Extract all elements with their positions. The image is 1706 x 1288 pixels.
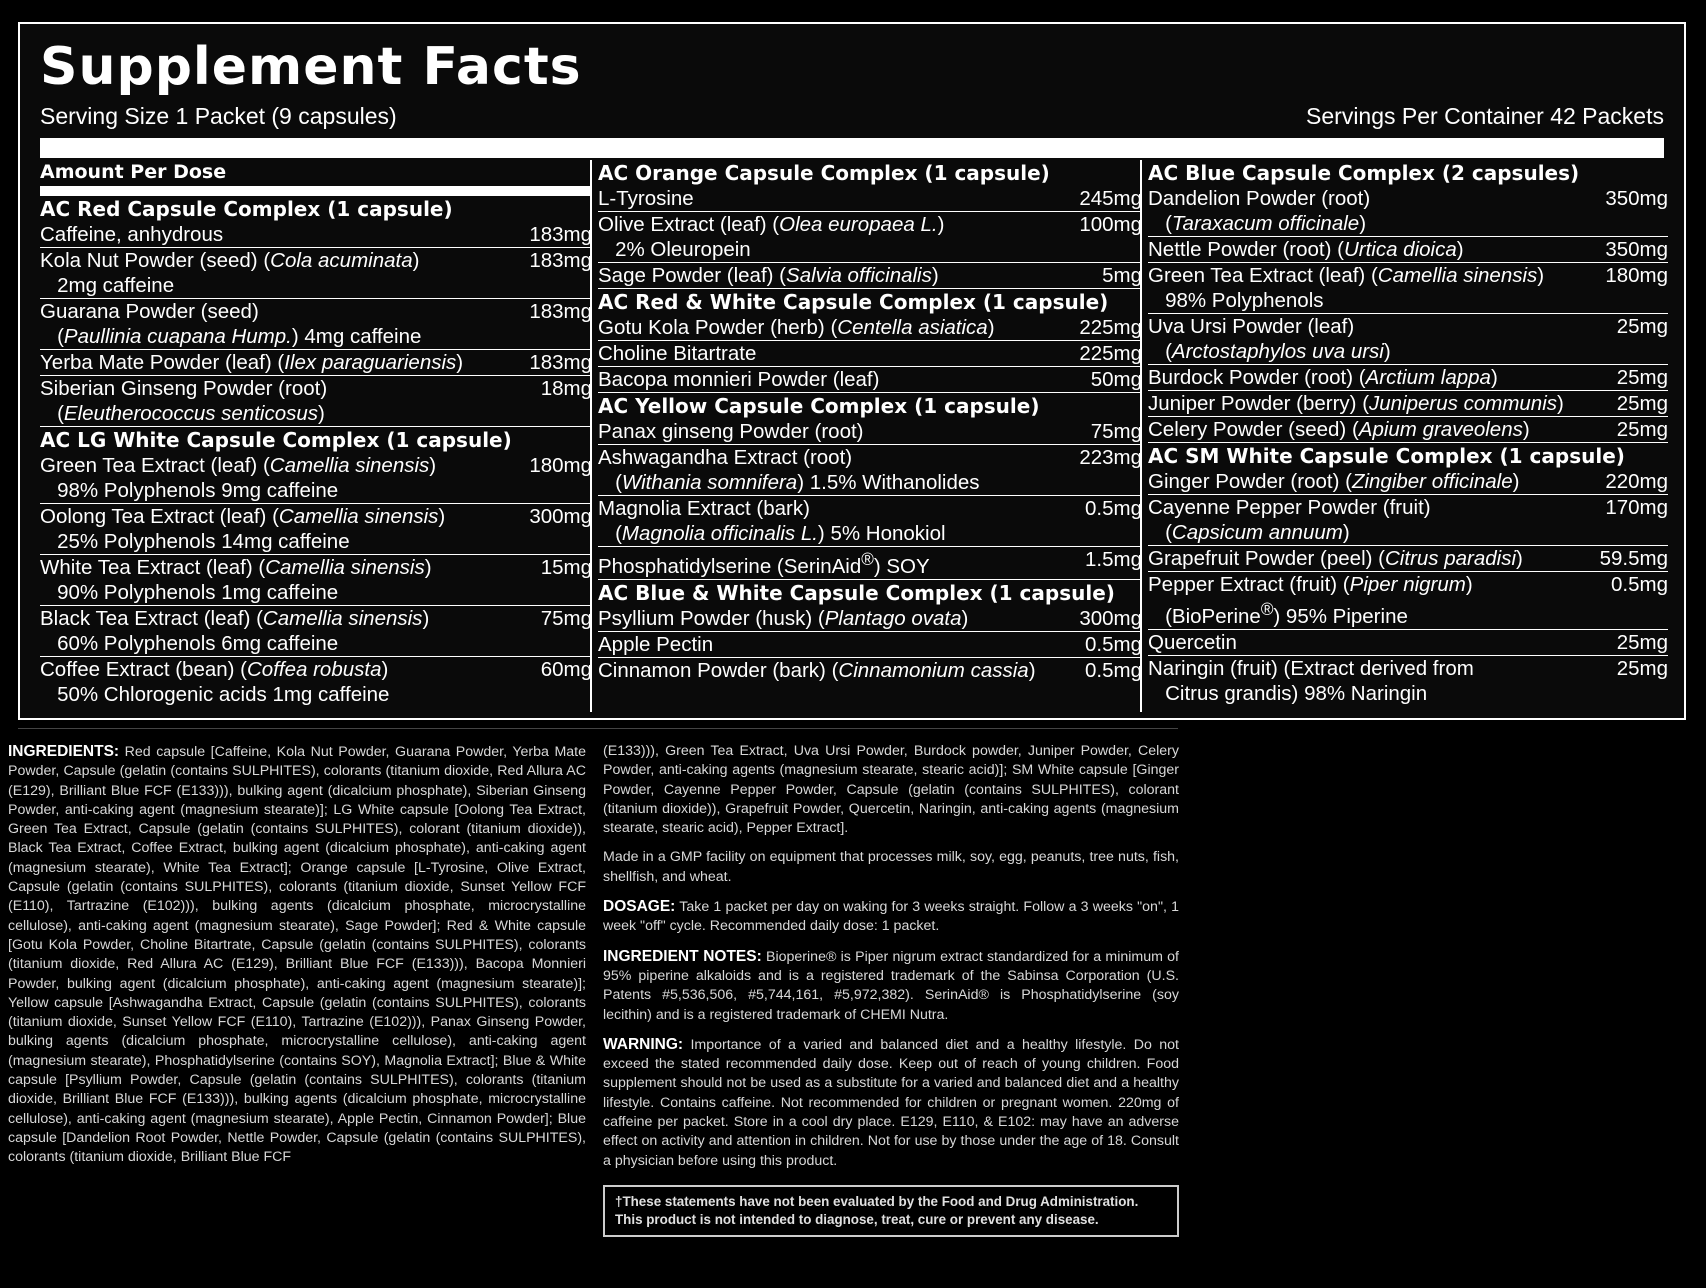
ingredient-amount: 300mg — [1079, 606, 1142, 630]
ingredient-notes-label: INGREDIENT NOTES: — [603, 947, 762, 965]
ingredient-amount: 300mg — [529, 505, 592, 528]
ingredient-amount: 60mg — [540, 658, 592, 681]
section-heading: AC Blue Capsule Complex (2 capsules) — [1148, 161, 1580, 185]
ingredient-name: White Tea Extract (leaf) (Camellia sinensis) 90% Polyphenols 1mg caffeine — [40, 556, 432, 604]
ingredient-amount: 25mg — [1616, 630, 1668, 654]
section-heading: AC Orange Capsule Complex (1 capsule) — [598, 161, 1050, 185]
ingredient-amount: 0.5mg — [1085, 497, 1142, 520]
ingredient-row — [40, 606, 592, 657]
ingredient-row — [1148, 237, 1668, 263]
ingredient-name: Ashwagandha Extract (root) (Withania somnifera) 1.5% Withanolides — [598, 446, 980, 494]
serving-size: Serving Size 1 Packet (9 capsules) — [40, 103, 397, 129]
ingredient-amount: 350mg — [1605, 187, 1668, 210]
ingredient-name: Apple Pectin — [598, 632, 714, 656]
ingredient-row — [598, 496, 1142, 547]
ingredient-notes-block — [603, 947, 1179, 1025]
ingredient-amount: 0.5mg — [1611, 573, 1668, 596]
ingredients-text: Red capsule [Caffeine, Kola Nut Powder, Guarana Powder, Yerba Mate Powder, Capsule (gelatin (contains SULPHITES), colorants (titanium dioxide, Red Allura AC (E129), Brilliant Blue FCF (E133))), bulking agent (dicalcium phosphate), Siberian Ginseng Powder, anti-caking agent (magnesium stearate)]; LG White capsule [Oolong Tea Extract, Green Tea Extract, Capsule (gelatin (contains SULPHITES), colorant (titanium dioxide)), Black Tea Extract, Coffee Extract, bulking agent (dicalcium phosphate), anti-caking agent (magnesium stearate), White Tea Extract]; Orange capsule [L-Tyrosine, Olive Extract, Capsule (gelatin (contains SULPHITES), colorants (titanium dioxide, Sunset Yellow FCF (E110), Tartrazine (E102))), bulking agents (dicalcium phosphate, microcrystalline cellulose), anti-caking agent (magnesium stearate), Sage Powder]; Red & White capsule [Gotu Kola Powder, Choline Bitartrate, Capsule (gelatin (contains SULPHITES), colorants (titanium dioxide, Red Allura AC (E129), Brilliant Blue FCF (E133))), Bacopa Monnieri Powder, bulking agent (dicalcium phosphate), anti-caking agent (magnesium stearate)]; Yellow capsule [Ashwagandha Extract, Capsule (gelatin (contains SULPHITES), colorants (titanium dioxide, Sunset Yellow FCF (E110), Tartrazine (E102))), Panax Ginseng Powder, bulking agents (dicalcium phosphate, microcrystalline cellulose), anti-caking agent (magnesium stearate), Phosphatidylserine (contains SOY), Magnolia Extract]; Blue & White capsule [Psyllium Powder, Capsule (gelatin (contains SULPHITES), colorants (titanium dioxide, Brilliant Blue FCF (E133))), bulking agents (dicalcium phosphate, microcrystalline cellulose), anti-caking agent (magnesium stearate), Apple Pectin, Cinnamon Powder]; Blue capsule [Dandelion Root Powder, Nettle Powder, Capsule (gelatin (contains SULPHITES), colorants (titanium dioxide, Brilliant Blue FCF — [8, 744, 586, 1166]
warning-block — [603, 1035, 1179, 1171]
ingredient-name: Cayenne Pepper Powder (fruit) (Capsicum annuum) — [1148, 496, 1431, 544]
ingredient-row — [40, 350, 592, 376]
ingredient-amount: 350mg — [1605, 238, 1668, 261]
ingredient-row — [598, 606, 1142, 632]
serving-info — [40, 102, 1664, 132]
ingredient-name: Juniper Powder (berry) (Juniperus communis) — [1148, 392, 1564, 415]
ingredient-amount: 25mg — [1616, 315, 1668, 338]
ingredient-name: Magnolia Extract (bark) (Magnolia officinalis L.) 5% Honokiol — [598, 497, 946, 545]
ingredient-amount: 50mg — [1090, 368, 1142, 391]
ingredient-name: Coffee Extract (bean) (Coffea robusta) 50% Chlorogenic acids 1mg caffeine — [40, 658, 390, 706]
ingredient-row — [40, 248, 592, 299]
ingredient-name: Siberian Ginseng Powder (root) (Eleutherococcus senticosus) — [40, 377, 328, 425]
section-heading: AC Yellow Capsule Complex (1 capsule) — [598, 394, 1040, 418]
ingredient-notes-text: Bioperine® is Piper nigrum extract standardized for a minimum of 95% piperine alkaloids and is a registered trademark of the Sabinsa Corporation (U.S. Patents #5,536,506, #5,744,161, #5,972,382). SerinAid® is Phosphatidylserine (soy lecithin) and is a registered trademark of CHEMI Nutra. — [603, 948, 1179, 1023]
ingredient-name: Choline Bitartrate — [598, 342, 757, 365]
ingredient-row — [598, 367, 1142, 393]
ingredient-amount: 15mg — [540, 556, 592, 579]
warning-text: Importance of a varied and balanced diet and a healthy lifestyle. Do not exceed the stated recommended daily dose. Keep out of reach of young children. Food supplement should not be used as a substitute for a varied and balanced diet and a healthy lifestyle. Contains caffeine. Not recommended for children or pregnant women. 220mg of caffeine per packet. Store in a cool dry place. E129, E110, & E102: may have an adverse effect on activity and attention in children. Not for use by those under the age of 18. Consult a physician before using this product. — [603, 1036, 1179, 1169]
dosage-block — [603, 897, 1179, 937]
ingredient-name: Sage Powder (leaf) (Salvia officinalis) — [598, 264, 939, 287]
ingredient-row — [598, 632, 1142, 658]
facility-statement: Made in a GMP facility on equipment that processes milk, soy, egg, peanuts, tree nuts, fish, shellfish, and wheat. — [603, 849, 1179, 885]
servings-per-container: Servings Per Container 42 Packets — [1306, 103, 1664, 129]
ingredient-row — [40, 555, 592, 606]
ingredient-name: Pepper Extract (fruit) (Piper nigrum) (BioPerine®) 95% Piperine — [1148, 573, 1473, 628]
ingredients-label: INGREDIENTS: — [8, 743, 120, 760]
ingredient-name: Grapefruit Powder (peel) (Citrus paradisi) — [1148, 547, 1523, 570]
ingredient-row — [40, 299, 592, 350]
supplement-facts-panel — [18, 22, 1686, 720]
fda-line-2: This product is not intended to diagnose, treat, cure or prevent any disease. — [615, 1211, 1099, 1227]
ingredient-amount: 0.5mg — [1085, 658, 1142, 682]
ingredient-name: Black Tea Extract (leaf) (Camellia sinensis) 60% Polyphenols 6mg caffeine — [40, 607, 430, 655]
ingredient-row — [40, 453, 592, 504]
section-heading: AC LG White Capsule Complex (1 capsule) — [40, 428, 512, 452]
ingredient-amount: 75mg — [540, 607, 592, 630]
panel-title: Supplement Facts — [40, 37, 582, 97]
ingredient-name: Caffeine, anhydrous — [40, 223, 224, 246]
ingredient-name: Kola Nut Powder (seed) (Cola acuminata) 2mg caffeine — [40, 249, 420, 297]
ingredient-row — [598, 315, 1142, 341]
ingredients-continued: (E133))), Green Tea Extract, Uva Ursi Powder, Burdock powder, Juniper Powder, Celery Powder, anti-caking agents (magnesium stearate, stearic acid)]; SM White capsule [Ginger Powder, Cayenne Pepper Powder, Capsule (gelatin (contains SULPHITES), colorant (titanium dioxide)), Grapefruit Powder, Quercetin, Naringin, anti-caking agents (magnesium stearate, stearic acid), Pepper Extract]. — [603, 743, 1179, 837]
ingredient-name: Psyllium Powder (husk) (Plantago ovata) — [598, 606, 969, 630]
ingredient-name: Phosphatidylserine (SerinAid®) SOY — [598, 550, 930, 578]
ingredient-amount: 18mg — [540, 377, 592, 400]
ingredient-amount: 5mg — [1102, 264, 1142, 287]
column-2-sections — [598, 160, 1142, 683]
ingredient-amount: 183mg — [529, 223, 592, 246]
ingredient-row — [1148, 263, 1668, 314]
ingredient-row — [40, 376, 592, 427]
column-1-sections — [40, 196, 592, 707]
ingredient-row — [1148, 495, 1668, 546]
ingredient-row — [1148, 365, 1668, 391]
dosage-label: DOSAGE: — [603, 898, 676, 916]
ingredient-name: Nettle Powder (root) (Urtica dioica) — [1148, 238, 1464, 261]
ingredient-amount: 180mg — [1605, 264, 1668, 287]
ingredient-name: Panax ginseng Powder (root) — [598, 420, 864, 443]
ingredient-amount: 220mg — [1605, 470, 1668, 493]
amount-per-dose-heading: Amount Per Dose — [40, 160, 592, 196]
ingredient-amount: 180mg — [529, 454, 592, 477]
ingredient-amount: 1.5mg — [1085, 548, 1142, 571]
ingredient-row — [598, 445, 1142, 496]
ingredient-name: Quercetin — [1148, 630, 1237, 654]
ingredient-row — [1148, 469, 1668, 495]
ingredient-name: Green Tea Extract (leaf) (Camellia sinensis) 98% Polyphenols — [1148, 264, 1545, 312]
section-heading: AC Red & White Capsule Complex (1 capsule) — [598, 290, 1109, 314]
ingredient-name: Bacopa monnieri Powder (leaf) — [598, 368, 880, 391]
ingredient-row — [1148, 630, 1668, 656]
ingredient-row — [598, 419, 1142, 445]
ingredient-row — [1148, 572, 1668, 630]
warning-label: WARNING: — [603, 1035, 684, 1053]
ingredient-amount: 25mg — [1616, 418, 1668, 441]
ingredient-row — [40, 222, 592, 248]
section-heading: AC SM White Capsule Complex (1 capsule) — [1148, 444, 1625, 468]
section-heading: AC Blue & White Capsule Complex (1 capsule) — [598, 580, 1115, 605]
ingredient-amount: 245mg — [1079, 187, 1142, 210]
fda-line-1: †These statements have not been evaluated by the Food and Drug Administration. — [615, 1193, 1139, 1209]
ingredient-name: Uva Ursi Powder (leaf) (Arctostaphylos uva ursi) — [1148, 315, 1391, 363]
dosage-text: Take 1 packet per day on waking for 3 weeks straight. Follow a 3 weeks "on", 1 week "off" cycle. Recommended daily dose: 1 packet. — [603, 899, 1180, 935]
facts-column-2 — [590, 160, 1142, 712]
facts-column-1 — [40, 160, 592, 712]
ingredient-row — [598, 263, 1142, 289]
ingredient-amount: 223mg — [1079, 446, 1142, 469]
section-heading: AC Red Capsule Complex (1 capsule) — [40, 197, 453, 221]
ingredient-name: L-Tyrosine — [598, 187, 694, 210]
ingredient-amount: 225mg — [1079, 316, 1142, 339]
ingredient-amount: 75mg — [1090, 420, 1142, 443]
ingredient-name: Dandelion Powder (root) (Taraxacum officinale) — [1148, 187, 1371, 235]
ingredient-name: Yerba Mate Powder (leaf) (Ilex paraguariensis) — [40, 351, 464, 374]
ingredient-row — [598, 341, 1142, 367]
ingredient-row — [1148, 314, 1668, 365]
ingredients-block — [8, 742, 586, 1168]
ingredient-amount: 170mg — [1605, 496, 1668, 519]
ingredient-amount: 100mg — [1079, 213, 1142, 236]
ingredient-name: Celery Powder (seed) (Apium graveolens) — [1148, 418, 1530, 441]
ingredient-row — [40, 504, 592, 555]
facts-column-3 — [1140, 160, 1688, 712]
fda-disclaimer-box — [603, 1185, 1179, 1237]
section-divider — [18, 728, 1178, 729]
ingredient-name: Cinnamon Powder (bark) (Cinnamonium cassia) — [598, 658, 1036, 682]
ingredient-amount: 25mg — [1616, 392, 1668, 415]
ingredient-row — [598, 658, 1142, 683]
ingredient-name: Oolong Tea Extract (leaf) (Camellia sinensis) 25% Polyphenols 14mg caffeine — [40, 505, 446, 553]
ingredient-amount: 25mg — [1616, 366, 1668, 389]
ingredient-row — [1148, 546, 1668, 572]
ingredient-amount: 25mg — [1616, 656, 1668, 680]
ingredient-amount: 183mg — [529, 249, 592, 272]
ingredient-row — [598, 547, 1142, 580]
ingredient-row — [40, 657, 592, 707]
ingredient-row — [1148, 656, 1668, 706]
ingredient-row — [1148, 391, 1668, 417]
ingredient-amount: 183mg — [529, 300, 592, 323]
ingredient-name: Gotu Kola Powder (herb) (Centella asiatica) — [598, 316, 995, 339]
ingredient-row — [598, 186, 1142, 212]
ingredient-row — [1148, 186, 1668, 237]
ingredient-row — [1148, 417, 1668, 443]
ingredient-amount: 59.5mg — [1599, 547, 1668, 570]
column-3-sections — [1148, 160, 1668, 706]
ingredient-name: Naringin (fruit) (Extract derived from Citrus grandis) 98% Naringin — [1148, 656, 1474, 705]
ingredient-name: Burdock Powder (root) (Arctium lappa) — [1148, 366, 1498, 389]
label-right-block — [603, 742, 1179, 1237]
ingredient-amount: 0.5mg — [1085, 632, 1142, 656]
ingredient-row — [598, 212, 1142, 263]
ingredient-amount: 183mg — [529, 351, 592, 374]
ingredient-name: Ginger Powder (root) (Zingiber officinale) — [1148, 470, 1520, 493]
ingredient-name: Olive Extract (leaf) (Olea europaea L.) 2% Oleuropein — [598, 213, 945, 261]
ingredient-name: Green Tea Extract (leaf) (Camellia sinensis) 98% Polyphenols 9mg caffeine — [40, 454, 437, 502]
ingredient-amount: 225mg — [1079, 342, 1142, 365]
thick-divider — [40, 138, 1664, 158]
ingredient-name: Guarana Powder (seed) (Paullinia cuapana Hump.) 4mg caffeine — [40, 300, 422, 348]
